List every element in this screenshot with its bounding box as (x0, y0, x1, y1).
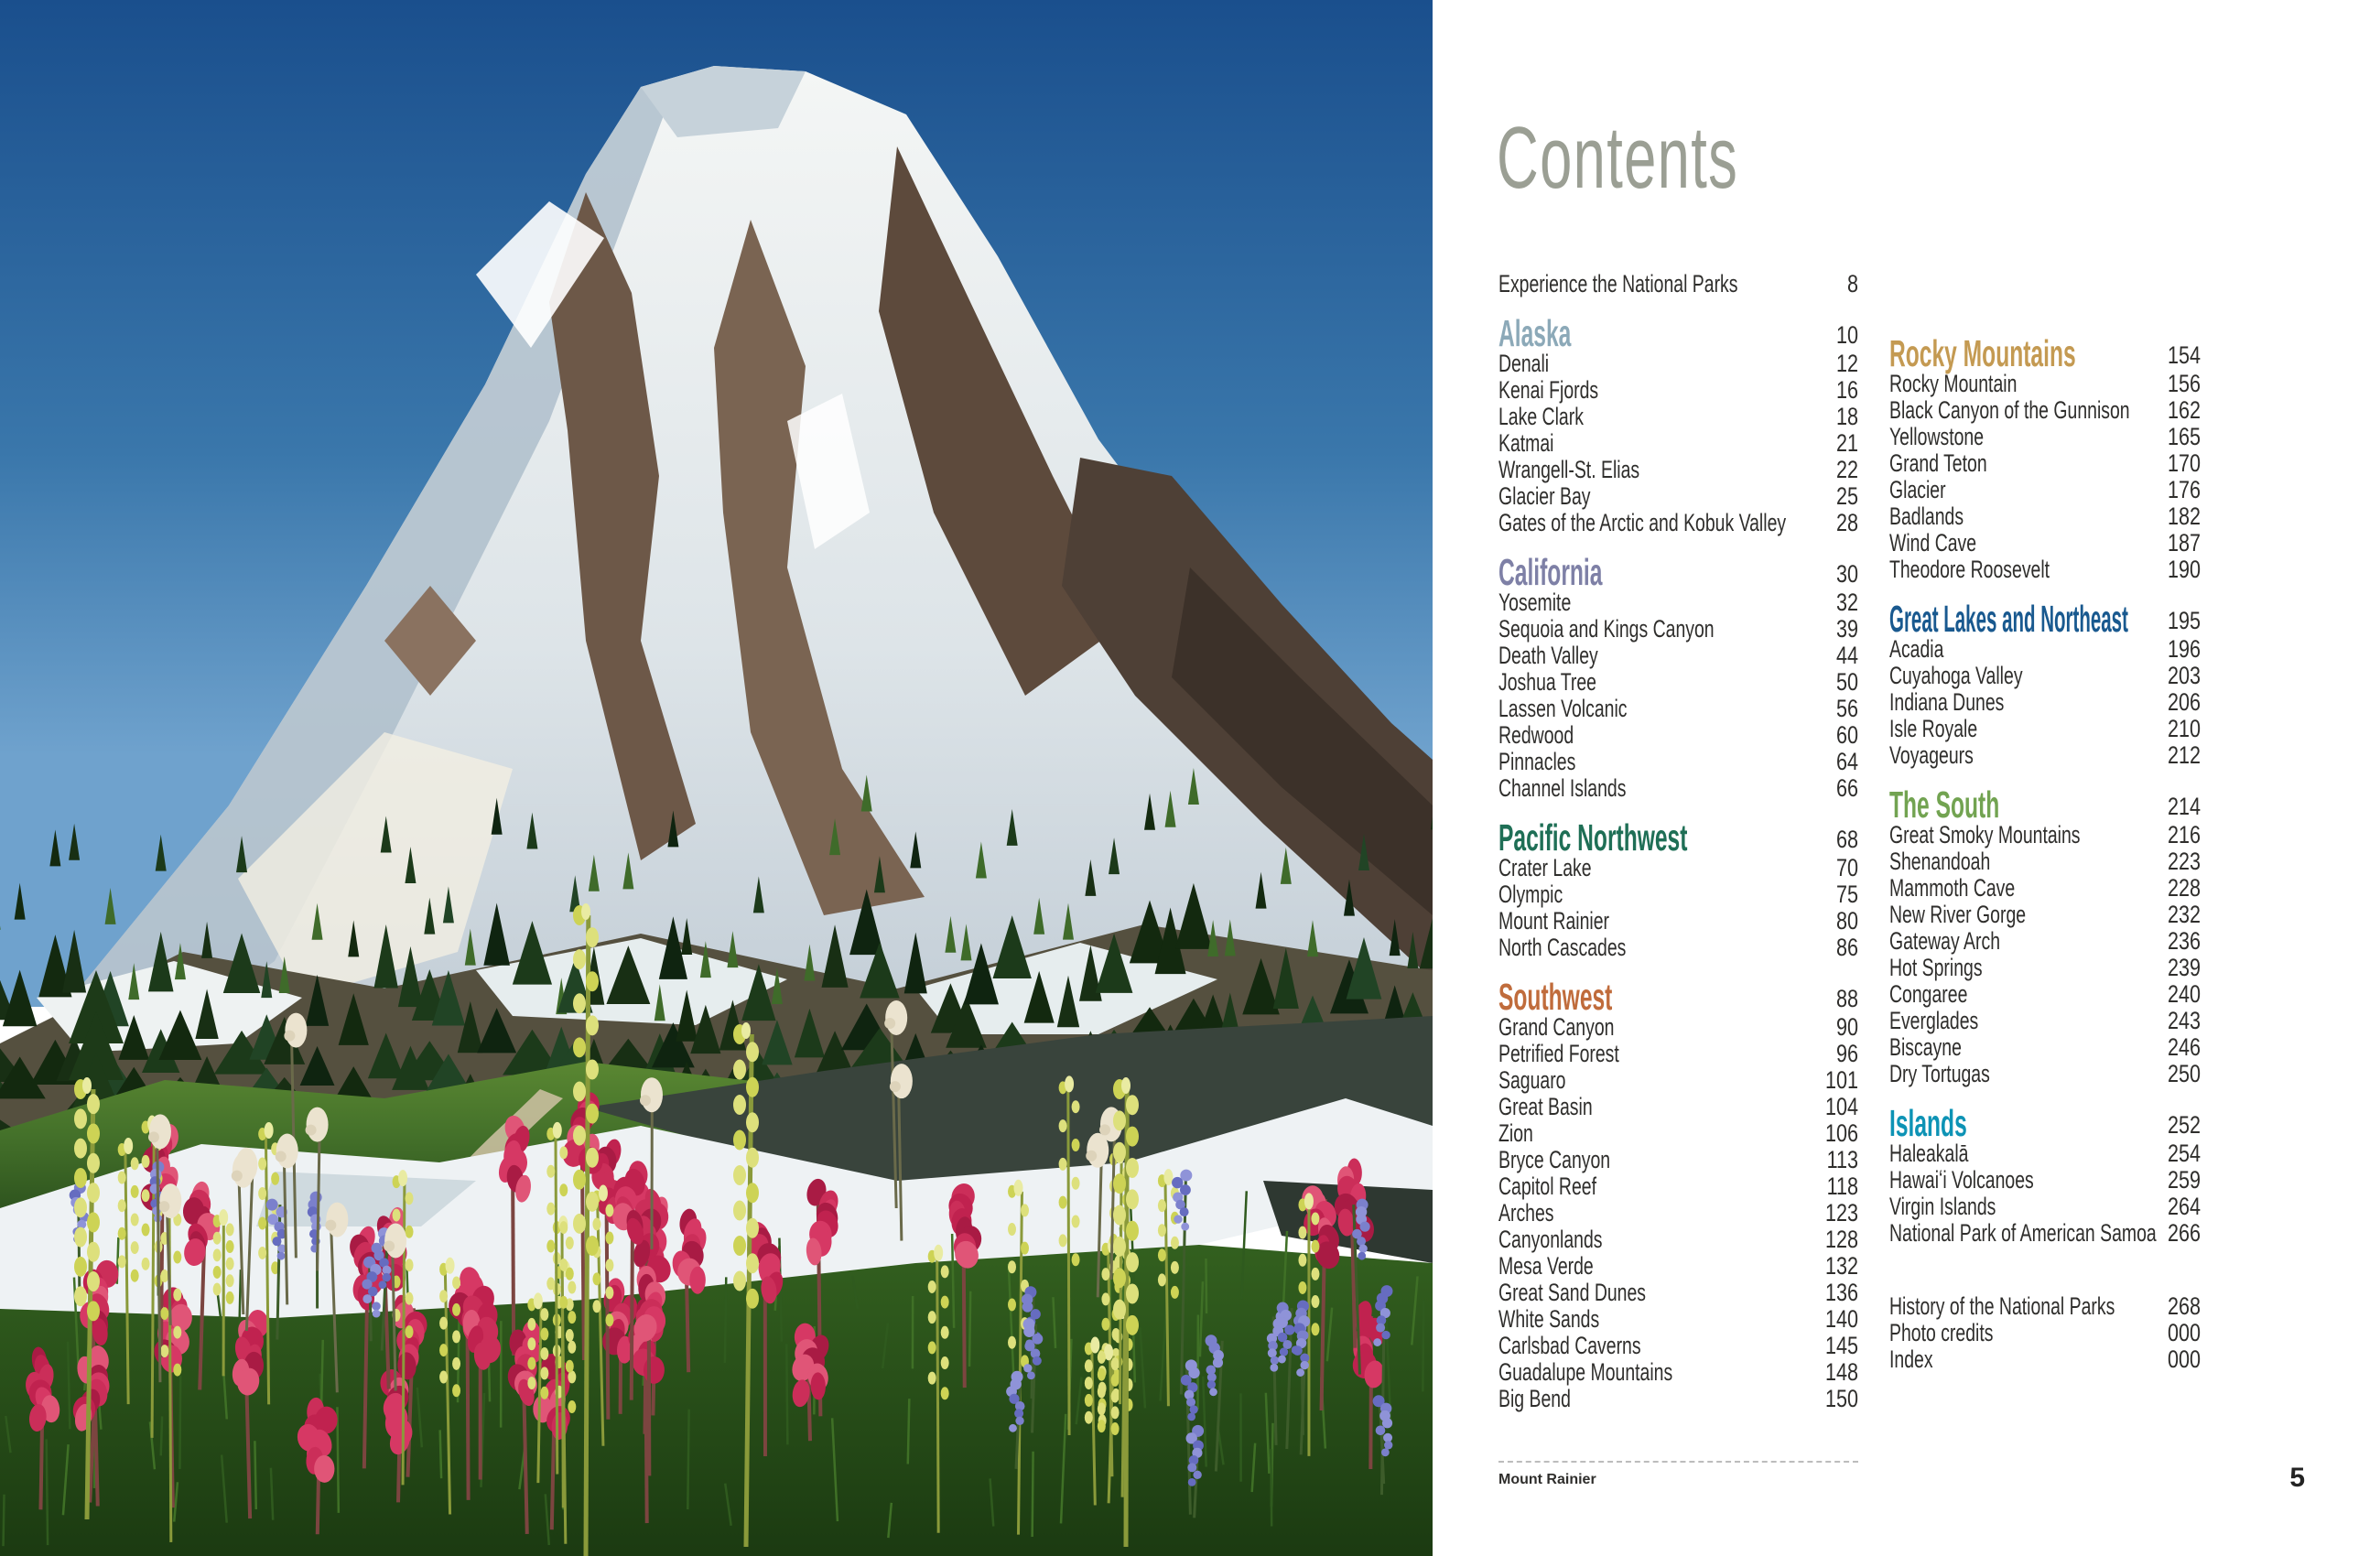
toc-entry-page: 56 (1835, 695, 1858, 722)
toc-entry (1498, 696, 1858, 722)
toc-section (1889, 1104, 2201, 1247)
toc-entry (1498, 935, 1858, 961)
toc-entry-label: Carlsbad Caverns (1498, 1332, 1641, 1359)
toc-entry-label: Glacier Bay (1498, 482, 1591, 510)
toc-entry-page: 136 (1824, 1279, 1858, 1306)
toc-entry-page: 195 (2167, 607, 2201, 634)
toc-entry-label: Black Canyon of the Gunnison (1889, 396, 2130, 424)
toc-entry (1889, 371, 2201, 397)
toc-entry-page: 101 (1824, 1066, 1858, 1094)
toc-entry-label: Zion (1498, 1119, 1533, 1147)
toc-section-title: The South (1889, 783, 2000, 826)
toc-entry-page: 212 (2167, 741, 2201, 769)
toc-entry-page: 252 (2167, 1111, 2201, 1139)
toc-entry-page: 165 (2167, 423, 2201, 450)
toc-section-header (1889, 783, 2201, 826)
toc-entry-page: 000 (2167, 1345, 2201, 1373)
toc-entry-label: Mesa Verde (1498, 1252, 1594, 1280)
toc-entry (1498, 643, 1858, 669)
toc-entry (1498, 589, 1858, 616)
toc-entry-label: Pinnacles (1498, 748, 1576, 775)
toc-entry-label: Hawaiʻi Volcanoes (1889, 1166, 2034, 1194)
toc-entry-label: Katmai (1498, 429, 1554, 457)
toc-entry-label: Gateway Arch (1889, 927, 2001, 955)
contents-page (1433, 0, 2380, 1556)
toc-entry-page: 106 (1824, 1119, 1858, 1147)
toc-entry-page: 25 (1835, 482, 1858, 510)
toc-entry (1498, 1386, 1858, 1412)
footer-divider (1498, 1461, 1858, 1463)
toc-entry-page: 266 (2167, 1219, 2201, 1247)
toc-section (1498, 978, 1858, 1412)
toc-entry-page: 232 (2167, 901, 2201, 928)
toc-section-header (1498, 551, 1858, 593)
toc-entry-page: 268 (2167, 1292, 2201, 1320)
toc-entry (1889, 822, 2201, 848)
toc-entry-label: Photo credits (1889, 1319, 1994, 1346)
toc-entry (1498, 908, 1858, 935)
toc-entry-page: 223 (2167, 848, 2201, 875)
toc-entry-label: Gates of the Arctic and Kobuk Valley (1498, 509, 1787, 536)
toc-entry-label: Guadalupe Mountains (1498, 1358, 1673, 1386)
toc-section (1498, 553, 1858, 802)
toc-entry-label: Experience the National Parks (1498, 270, 1738, 297)
toc-entry (1498, 669, 1858, 696)
toc-entry-label: Mount Rainier (1498, 907, 1610, 935)
toc-section-title: Rocky Mountains (1889, 332, 2076, 374)
toc-entry-label: Arches (1498, 1199, 1554, 1226)
toc-entry-label: Indiana Dunes (1889, 688, 2005, 716)
toc-entry-page: 264 (2167, 1193, 2201, 1220)
toc-entry-label: Grand Canyon (1498, 1013, 1615, 1041)
toc-entry-page: 60 (1835, 721, 1858, 749)
toc-section-title: Islands (1889, 1102, 1967, 1144)
toc-entry-label: Cuyahoga Valley (1889, 662, 2023, 689)
toc-entry-page: 32 (1835, 589, 1858, 616)
toc-section (1498, 818, 1858, 961)
toc-section-header (1498, 816, 1858, 859)
toc-entry (1498, 483, 1858, 510)
toc-entry-page: 90 (1835, 1013, 1858, 1041)
toc-entry-page: 182 (2167, 502, 2201, 530)
toc-entry-label: Sequoia and Kings Canyon (1498, 615, 1715, 643)
toc-entry (1498, 1094, 1858, 1120)
toc-entry (1889, 1346, 2201, 1373)
toc-entry (1498, 1200, 1858, 1226)
toc-section-title: Alaska (1498, 312, 1572, 354)
toc-entry (1498, 351, 1858, 377)
toc-entry (1889, 689, 2201, 716)
toc-entry-label: North Cascades (1498, 934, 1627, 961)
toc-entry-page: 66 (1835, 774, 1858, 802)
toc-entry-label: Great Sand Dunes (1498, 1279, 1647, 1306)
toc-entry-label: Everglades (1889, 1007, 1979, 1034)
toc-entry-label: Joshua Tree (1498, 668, 1596, 696)
toc-entry (1889, 848, 2201, 875)
toc-entry-label: Petrified Forest (1498, 1040, 1619, 1067)
toc-entry-page: 44 (1835, 642, 1858, 669)
toc-entry-page: 104 (1824, 1093, 1858, 1120)
toc-entry-page: 21 (1835, 429, 1858, 457)
toc-entry-label: Hot Springs (1889, 954, 1983, 981)
toc-entry-page: 86 (1835, 934, 1858, 961)
toc-entry (1889, 981, 2201, 1008)
toc-entry (1498, 855, 1858, 881)
toc-entry (1889, 1320, 2201, 1346)
toc-section-header (1889, 1102, 2201, 1144)
toc-entry-label: Wind Cave (1889, 529, 1977, 556)
toc-entry-page: 113 (1826, 1146, 1858, 1173)
toc-entry-page: 216 (2167, 821, 2201, 848)
toc-entry-page: 39 (1835, 615, 1858, 643)
toc-entry (1498, 510, 1858, 536)
toc-entry-label: White Sands (1498, 1305, 1600, 1333)
toc-entry (1889, 1140, 2201, 1167)
toc-entry-page: 8 (1846, 270, 1858, 297)
toc-section-header (1889, 332, 2201, 374)
toc-entry-label: Isle Royale (1889, 715, 1978, 742)
toc-section-header (1498, 976, 1858, 1018)
toc-entry-label: Congaree (1889, 980, 1968, 1008)
toc-entry-label: Kenai Fjords (1498, 376, 1599, 404)
toc-entry-label: Denali (1498, 350, 1550, 377)
toc-entry-label: Haleakalā (1889, 1140, 1969, 1167)
toc-entry (1498, 457, 1858, 483)
toc-entry (1498, 881, 1858, 908)
toc-entry (1498, 616, 1858, 643)
toc-entry (1889, 742, 2201, 769)
toc-entry-label: National Park of American Samoa (1889, 1219, 2157, 1247)
toc-entry (1889, 503, 2201, 530)
toc-entry (1498, 1226, 1858, 1253)
toc-entry-label: Great Basin (1498, 1093, 1593, 1120)
toc-entry-label: Voyageurs (1889, 741, 1974, 769)
toc-entry-label: Index (1889, 1345, 1933, 1373)
toc-section (1498, 314, 1858, 536)
toc-entry-page: 68 (1835, 826, 1858, 853)
toc-entry-label: Saguaro (1498, 1066, 1566, 1094)
toc-entry-page: 123 (1824, 1199, 1858, 1226)
toc-entry-label: Bryce Canyon (1498, 1146, 1611, 1173)
toc-entry-label: Yosemite (1498, 589, 1572, 616)
toc-entry (1498, 1280, 1858, 1306)
toc-section-title: Great Lakes and Northeast (1889, 598, 2128, 640)
toc-entry-page: 22 (1835, 456, 1858, 483)
toc-column-right (1889, 0, 2201, 1373)
toc-section-header (1498, 312, 1858, 354)
toc-entry-page: 16 (1835, 376, 1858, 404)
toc-entry-page: 132 (1824, 1252, 1858, 1280)
toc-entry (1889, 928, 2201, 955)
toc-entry-page: 75 (1835, 881, 1858, 908)
toc-column-left (1498, 0, 1858, 1412)
toc-entry-page: 150 (1824, 1385, 1858, 1412)
toc-entry (1498, 1333, 1858, 1359)
toc-entry-page: 170 (2167, 449, 2201, 477)
toc-entry-label: Lassen Volcanic (1498, 695, 1628, 722)
toc-entry (1498, 1120, 1858, 1147)
toc-entry-page: 128 (1824, 1226, 1858, 1253)
toc-entry-label: Olympic (1498, 881, 1563, 908)
toc-entry-page: 96 (1835, 1040, 1858, 1067)
toc-entry (1889, 1220, 2201, 1247)
toc-entry-page: 10 (1835, 321, 1858, 349)
toc-entry (1889, 424, 2201, 450)
toc-entry-page: 228 (2167, 874, 2201, 902)
toc-entry-page: 000 (2167, 1319, 2201, 1346)
toc-entry (1889, 902, 2201, 928)
toc-entry-page: 239 (2167, 954, 2201, 981)
toc-entry-page: 80 (1835, 907, 1858, 935)
toc-entry-label: History of the National Parks (1889, 1292, 2115, 1320)
toc-entry-page: 236 (2167, 927, 2201, 955)
toc-entry-label: New River Gorge (1889, 901, 2027, 928)
toc-entry-page: 254 (2167, 1140, 2201, 1167)
toc-entry-label: Death Valley (1498, 642, 1598, 669)
toc-entry (1889, 636, 2201, 663)
toc-entry-page: 206 (2167, 688, 2201, 716)
toc-entry-label: Crater Lake (1498, 854, 1592, 881)
toc-entry (1889, 716, 2201, 742)
toc-entry (1889, 556, 2201, 583)
toc-entry-page: 28 (1835, 509, 1858, 536)
toc-entry-label: Rocky Mountain (1889, 370, 2018, 397)
toc-entry (1498, 722, 1858, 749)
toc-entry-page: 64 (1835, 748, 1858, 775)
toc-entry (1498, 749, 1858, 775)
toc-entry-page: 145 (1824, 1332, 1858, 1359)
toc-entry-page: 250 (2167, 1060, 2201, 1087)
toc-entry-label: Grand Teton (1889, 449, 1987, 477)
toc-entry (1889, 663, 2201, 689)
toc-entry-page: 196 (2167, 635, 2201, 663)
toc-entry-page: 176 (2167, 476, 2201, 503)
photo-caption: Mount Rainier (1498, 1472, 1596, 1487)
toc-entry (1889, 477, 2201, 503)
toc-entry (1889, 1034, 2201, 1061)
toc-entry-label: Channel Islands (1498, 774, 1627, 802)
toc-section (1889, 600, 2201, 769)
toc-entry (1498, 430, 1858, 457)
toc-entry-label: Canyonlands (1498, 1226, 1603, 1253)
toc-entry-page: 190 (2167, 556, 2201, 583)
toc-entry-page: 140 (1824, 1305, 1858, 1333)
toc-entry-label: Shenandoah (1889, 848, 1991, 875)
toc-entry-page: 18 (1835, 403, 1858, 430)
toc-entry-page: 148 (1824, 1358, 1858, 1386)
toc-entry-page: 70 (1835, 854, 1858, 881)
toc-entry-page: 154 (2167, 341, 2201, 369)
toc-entry-page: 187 (2167, 529, 2201, 556)
toc-entry (1889, 955, 2201, 981)
toc-entry-page: 246 (2167, 1033, 2201, 1061)
toc-entry (1889, 1194, 2201, 1220)
toc-entry (1498, 1041, 1858, 1067)
toc-entry-label: Redwood (1498, 721, 1574, 749)
toc-entry (1498, 1306, 1858, 1333)
toc-entry (1889, 875, 2201, 902)
toc-entry-page: 259 (2167, 1166, 2201, 1194)
toc-entry-label: Lake Clark (1498, 403, 1584, 430)
toc-entry-label: Mammoth Cave (1889, 874, 2016, 902)
toc-entry-page: 156 (2167, 370, 2201, 397)
toc-entry-label: Acadia (1889, 635, 1944, 663)
toc-entry-page: 214 (2167, 793, 2201, 820)
toc-entry (1889, 1167, 2201, 1194)
toc-entry-label: Glacier (1889, 476, 1946, 503)
toc-entry (1889, 450, 2201, 477)
toc-section-title: California (1498, 551, 1603, 593)
toc-extras (1889, 1293, 2201, 1373)
toc-entry (1498, 377, 1858, 404)
toc-entry-label: Wrangell-St. Elias (1498, 456, 1640, 483)
toc-entry-label: Virgin Islands (1889, 1193, 1996, 1220)
toc-entry (1498, 1014, 1858, 1041)
toc-entry (1498, 271, 1858, 297)
toc-section-title: Pacific Northwest (1498, 816, 1688, 859)
page-number: 5 (2289, 1463, 2305, 1493)
toc-entry-page: 162 (2167, 396, 2201, 424)
toc-entry-label: Badlands (1889, 502, 1964, 530)
toc-entry-label: Capitol Reef (1498, 1172, 1596, 1200)
toc-entry (1498, 404, 1858, 430)
toc-entry-label: Yellowstone (1889, 423, 1985, 450)
toc-entry (1889, 1061, 2201, 1087)
toc-entry-label: Theodore Roosevelt (1889, 556, 2050, 583)
toc-entry-label: Big Bend (1498, 1385, 1571, 1412)
toc-entry-page: 88 (1835, 985, 1858, 1012)
toc-entry-page: 50 (1835, 668, 1858, 696)
toc-entry-page: 118 (1826, 1172, 1858, 1200)
page-title: Contents (1497, 109, 1739, 207)
toc-entry (1498, 1173, 1858, 1200)
toc-entry-label: Dry Tortugas (1889, 1060, 1990, 1087)
toc-entry (1498, 775, 1858, 802)
toc-entry-page: 210 (2167, 715, 2201, 742)
toc-entry-label: Great Smoky Mountains (1889, 821, 2081, 848)
toc-entry (1889, 530, 2201, 556)
toc-entry (1889, 397, 2201, 424)
toc-entry-page: 203 (2167, 662, 2201, 689)
toc-entry-page: 12 (1835, 350, 1858, 377)
toc-entry-page: 243 (2167, 1007, 2201, 1034)
toc-entry-page: 30 (1835, 560, 1858, 588)
toc-entry (1498, 1147, 1858, 1173)
toc-entry-label: Biscayne (1889, 1033, 1962, 1061)
toc-entry (1889, 1008, 2201, 1034)
toc-section (1889, 334, 2201, 583)
toc-section (1889, 785, 2201, 1087)
toc-entry-page: 240 (2167, 980, 2201, 1008)
toc-entry (1889, 1293, 2201, 1320)
toc-entry (1498, 1253, 1858, 1280)
toc-section-title: Southwest (1498, 976, 1613, 1018)
toc-entry (1498, 1359, 1858, 1386)
toc-section-header (1889, 598, 2201, 640)
toc-entry (1498, 1067, 1858, 1094)
